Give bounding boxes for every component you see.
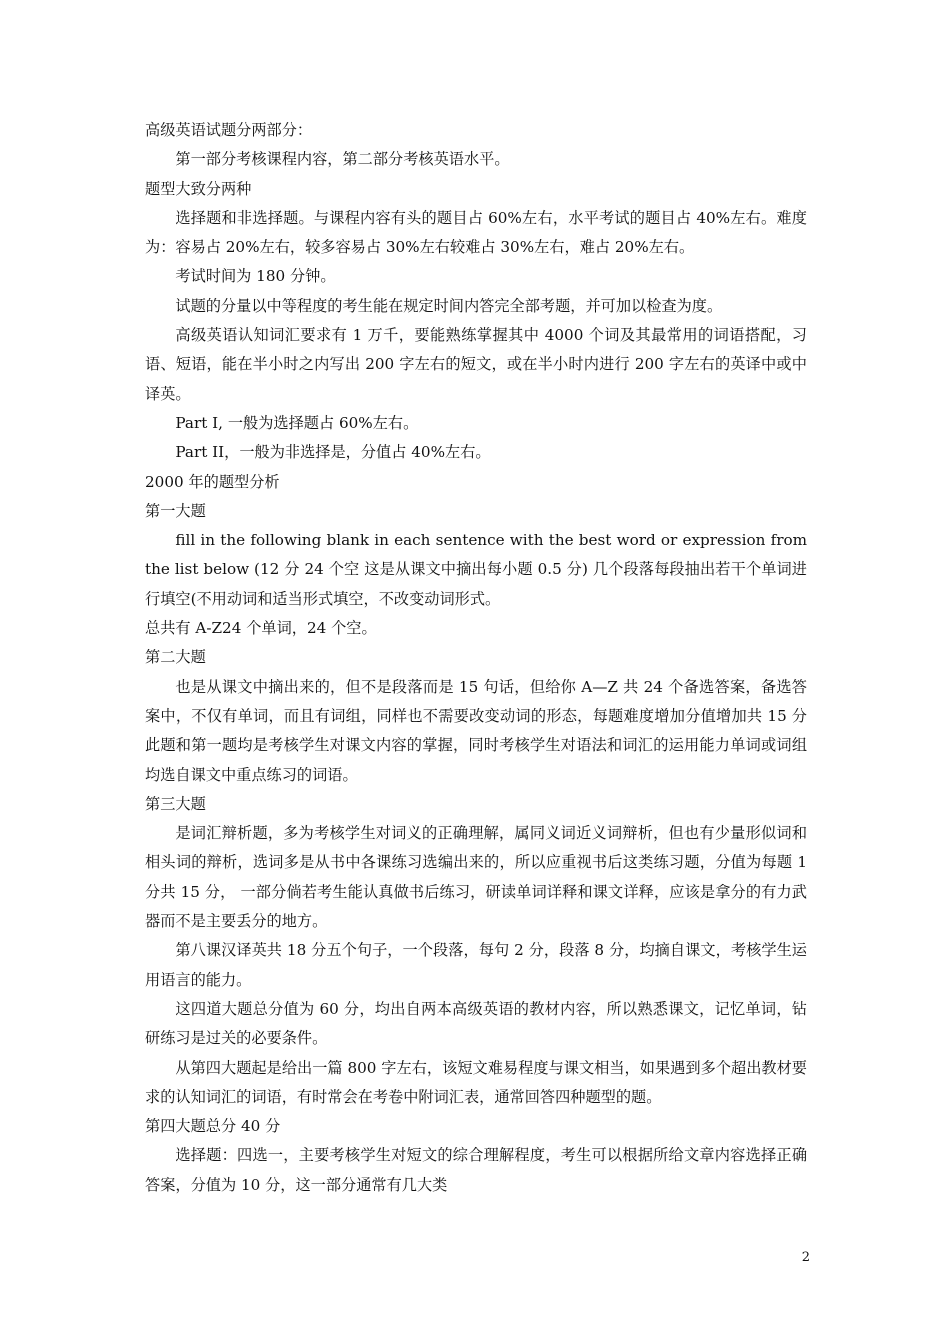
paragraph: Part I, 一般为选择题占 60%左右。 (175, 413, 419, 432)
paragraph: 高级英语认知词汇要求有 1 万千，要能熟练掌握其中 4000 个词及其最常用的词语搭配，习语、短语，能在半小时之内写出 200 字左右的短文，或在半小时内进行 200 字左右的英译中或中译英。 (145, 326, 807, 403)
section-heading: 2000 年的题型分析 (145, 472, 280, 491)
paragraph: 也是从课文中摘出来的，但不是段落而是 15 句话，但给你 A—Z 共 24 个备选答案，备选答案中，不仅有单词，而且有词组，同样也不需要改变动词的形态，每题难度增加分值增加共 15 分此题和第一题均是考核学生对课文内容的掌握，同时考核学生对语法和词汇的运用能力单词或词组均选自课文中重点练习的词语。 (145, 677, 807, 784)
paragraph: 第八课汉译英共 18 分五个句子，一个段落，每句 2 分，段落 8 分，均摘自课文，考核学生运用语言的能力。 (145, 941, 807, 989)
paragraph: 第一部分考核课程内容，第二部分考核英语水平。 (175, 150, 510, 169)
section-heading: 第三大题 (145, 794, 206, 813)
paragraph: 这四道大题总分值为 60 分，均出自两本高级英语的教材内容，所以熟悉课文，记忆单词，钻研练习是过关的必要条件。 (145, 999, 807, 1048)
section-heading: 第二大题 (145, 648, 206, 667)
section-heading: 题型大致分两种 (145, 179, 252, 198)
section-heading: 第四大题总分 40 分 (145, 1117, 281, 1136)
paragraph: fill in the following blank in each sentence with the best word or expression from the list below (12 分 24 个空 这是从课文中摘出每小题 0.5 分) 几个段落每段抽出若干个单词进行填空(不用动词和适当形式填空，不改变动词形式。 (145, 531, 807, 608)
page-number: 2 (801, 1250, 810, 1265)
paragraph: 考试时间为 180 分钟。 (175, 267, 336, 286)
paragraph: 是词汇辩析题，多为考核学生对词义的正确理解，属同义词近义词辩析，但也有少量形似词和相头词的辩析，选词多是从书中各课练习选编出来的，所以应重视书后这类练习题，分值为每题 1 分共 15 分， 一部分倘若考生能认真做书后练习，研读单词详释和课文详释，应该是拿分的有力武器而不是主要丢分的地方。 (145, 824, 807, 931)
paragraph: 高级英语试题分两部分： (145, 121, 313, 139)
document-body (145, 116, 807, 1200)
paragraph: 选择题和非选择题。与课程内容有头的题目占 60%左右，水平考试的题目占 40%左右。难度为：容易占 20%左右，较多容易占 30%左右较难占 30%左右，难占 20%左右。 (145, 208, 807, 257)
paragraph: Part II，一般为非选择是，分值占 40%左右。 (175, 443, 491, 462)
paragraph: 选择题：四选一，主要考核学生对短文的综合理解程度，考生可以根据所给文章内容选择正确答案，分值为 10 分，这一部分通常有几大类 (145, 1146, 807, 1194)
section-heading: 第一大题 (145, 501, 206, 520)
paragraph: 从第四大题起是给出一篇 800 字左右，该短文难易程度与课文相当，如果遇到多个超出教材要求的认知词汇的词语，有时常会在考卷中附词汇表，通常回答四种题型的题。 (145, 1058, 807, 1106)
paragraph: 试题的分量以中等程度的考生能在规定时间内答完全部考题，并可加以检查为度。 (175, 296, 723, 315)
paragraph: 总共有 A-Z24 个单词，24 个空。 (145, 619, 377, 638)
